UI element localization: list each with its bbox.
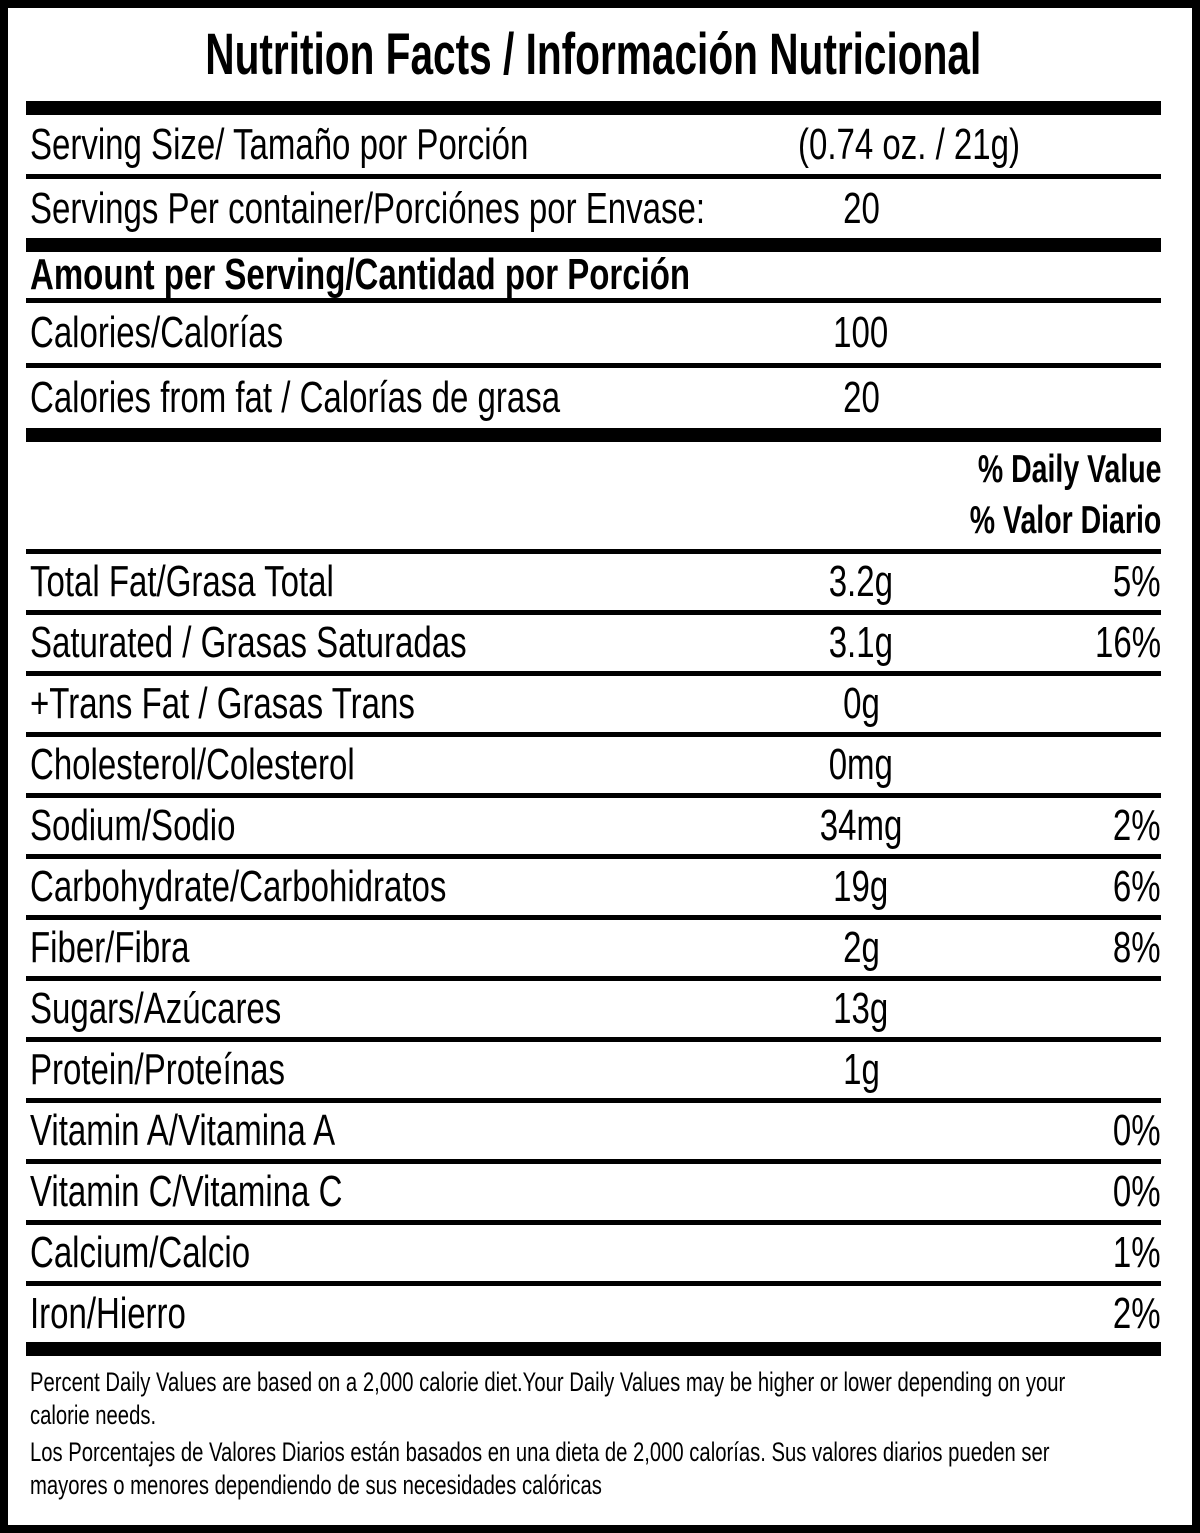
info-row	[26, 179, 1161, 238]
row-amount: (0.74 oz. / 21g)	[797, 119, 1020, 169]
calories-row	[26, 303, 1161, 363]
row-percent: 5%	[1113, 557, 1161, 606]
footnote-english	[30, 1366, 1157, 1432]
row-label: Saturated / Grasas Saturadas	[30, 618, 467, 667]
row-amount: 1g	[842, 1045, 880, 1094]
daily-value-header	[26, 442, 1161, 549]
row-label: Protein/Proteínas	[30, 1045, 285, 1094]
row-amount: 3.1g	[828, 618, 894, 667]
label-header	[26, 8, 1161, 101]
page-title: Nutrition Facts / Información Nutricional	[205, 22, 982, 87]
row-label: Total Fat/Grasa Total	[30, 557, 334, 606]
row-label: Sodium/Sodio	[30, 801, 236, 850]
nutrients-section	[26, 554, 1161, 1356]
row-percent: 2%	[1113, 1289, 1161, 1338]
footnote-line: mayores o menores dependiendo de sus necesidades calóricas	[30, 1470, 602, 1500]
row-amount: 0g	[842, 679, 880, 728]
nutrient-row	[26, 981, 1161, 1037]
row-label: Cholesterol/Colesterol	[30, 740, 355, 789]
nutrient-row	[26, 798, 1161, 854]
row-percent: 1%	[1113, 1228, 1161, 1277]
footnote-line: calorie needs.	[30, 1400, 157, 1430]
nutrient-row	[26, 859, 1161, 915]
row-label: Iron/Hierro	[30, 1289, 186, 1338]
row-percent: 6%	[1113, 862, 1161, 911]
nutrient-row	[26, 1042, 1161, 1098]
daily-value-header-en: % Daily Value	[977, 447, 1161, 491]
row-percent: 2%	[1113, 801, 1161, 850]
row-amount: 20	[842, 183, 880, 233]
nutrient-row	[26, 920, 1161, 976]
nutrient-row	[26, 615, 1161, 671]
row-label: Servings Per container/Porciónes por Envase:	[30, 183, 706, 233]
nutrient-row	[26, 1103, 1161, 1159]
nutrient-row	[26, 1164, 1161, 1220]
row-amount: 3.2g	[828, 557, 894, 606]
serving-info-section	[26, 115, 1161, 442]
footnote	[26, 1356, 1161, 1502]
footnote-line: Percent Daily Values are based on a 2,000 calorie diet.Your Daily Values may be higher or lower depending on your	[30, 1367, 1066, 1397]
row-amount: 34mg	[819, 801, 903, 850]
nutrient-row	[26, 1286, 1161, 1342]
row-amount: 2g	[842, 923, 880, 972]
row-label: Vitamin A/Vitamina A	[30, 1106, 336, 1155]
row-label: Amount per Serving/Cantidad por Porción	[30, 250, 691, 299]
section-row	[26, 252, 1161, 298]
row-label: +Trans Fat / Grasas Trans	[30, 679, 415, 728]
nutrient-row	[26, 554, 1161, 610]
row-label: Serving Size/ Tamaño por Porción	[30, 119, 529, 169]
divider	[26, 428, 1161, 442]
calories-row	[26, 368, 1161, 428]
daily-value-header-es: % Valor Diario	[969, 499, 1161, 543]
row-label: Fiber/Fibra	[30, 923, 190, 972]
row-label: Calcium/Calcio	[30, 1228, 251, 1277]
nutrient-row	[26, 737, 1161, 793]
row-label: Vitamin C/Vitamina C	[30, 1167, 343, 1216]
row-percent: 0%	[1113, 1106, 1161, 1155]
row-amount: 100	[833, 308, 889, 357]
row-percent: 16%	[1094, 618, 1161, 667]
row-amount: 19g	[833, 862, 889, 911]
row-percent: 0%	[1113, 1167, 1161, 1216]
row-label: Calories/Calorías	[30, 308, 284, 357]
row-label: Sugars/Azúcares	[30, 984, 282, 1033]
footnote-line: Los Porcentajes de Valores Diarios están basados en una dieta de 2,000 calorías. Sus valores diarios pueden ser	[30, 1437, 1050, 1467]
row-amount: 13g	[833, 984, 889, 1033]
footnote-spanish	[30, 1436, 1157, 1502]
row-amount: 0mg	[828, 740, 894, 789]
nutrient-row	[26, 1225, 1161, 1281]
divider	[26, 101, 1161, 115]
row-label: Calories from fat / Calorías de grasa	[30, 373, 561, 422]
row-amount: 20	[842, 373, 880, 422]
serving-row	[26, 115, 1161, 174]
row-percent: 8%	[1113, 923, 1161, 972]
divider	[26, 1342, 1161, 1356]
row-label: Carbohydrate/Carbohidratos	[30, 862, 447, 911]
nutrient-row	[26, 676, 1161, 732]
